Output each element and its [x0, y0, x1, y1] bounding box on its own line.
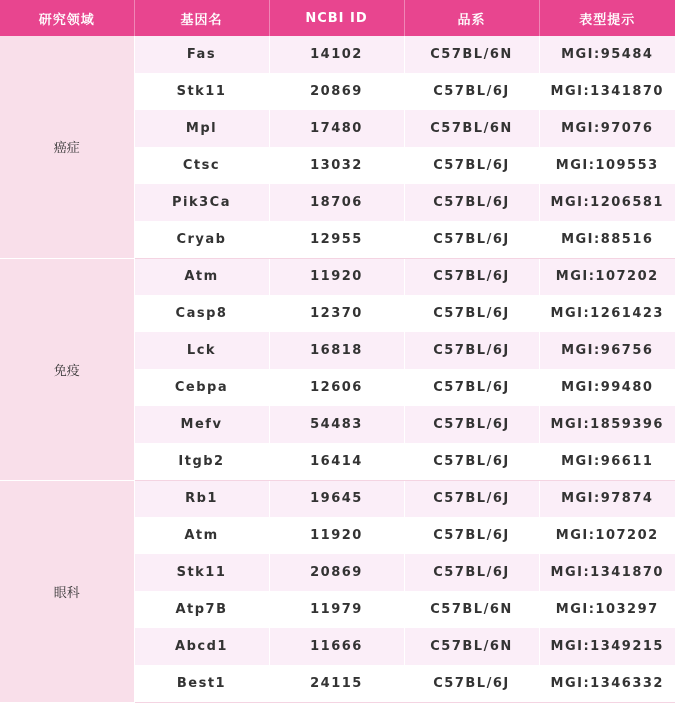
gene-name-cell: Mefv [134, 406, 269, 443]
ncbi-id-cell: 11920 [269, 517, 404, 554]
strain-cell: C57BL/6J [404, 443, 539, 480]
phenotype-mgi-cell: MGI:96756 [539, 332, 675, 369]
strain-cell: C57BL/6J [404, 480, 539, 517]
research-area-cell: 免疫 [0, 258, 134, 480]
strain-cell: C57BL/6N [404, 36, 539, 73]
gene-name-cell: Fas [134, 36, 269, 73]
strain-cell: C57BL/6J [404, 295, 539, 332]
strain-cell: C57BL/6J [404, 73, 539, 110]
table-row [0, 480, 675, 517]
phenotype-mgi-cell: MGI:97874 [539, 480, 675, 517]
phenotype-mgi-cell: MGI:1261423 [539, 295, 675, 332]
phenotype-mgi-cell: MGI:95484 [539, 36, 675, 73]
gene-name-cell: Pik3Ca [134, 184, 269, 221]
ncbi-id-cell: 13032 [269, 147, 404, 184]
phenotype-mgi-cell: MGI:97076 [539, 110, 675, 147]
table-body [0, 36, 675, 702]
table-row [0, 36, 675, 73]
gene-name-cell: Stk11 [134, 554, 269, 591]
strain-cell: C57BL/6J [404, 517, 539, 554]
table-header [0, 0, 675, 36]
phenotype-mgi-cell: MGI:96611 [539, 443, 675, 480]
gene-name-cell: Casp8 [134, 295, 269, 332]
header-row [0, 0, 675, 36]
ncbi-id-cell: 12370 [269, 295, 404, 332]
research-area-cell: 癌症 [0, 36, 134, 258]
phenotype-mgi-cell: MGI:1206581 [539, 184, 675, 221]
gene-name-cell: Rb1 [134, 480, 269, 517]
ncbi-id-cell: 24115 [269, 665, 404, 702]
gene-name-cell: Atp7B [134, 591, 269, 628]
phenotype-mgi-cell: MGI:1341870 [539, 554, 675, 591]
strain-cell: C57BL/6J [404, 406, 539, 443]
ncbi-id-cell: 20869 [269, 73, 404, 110]
header-ncbi-id: NCBI ID [269, 0, 404, 36]
strain-cell: C57BL/6N [404, 110, 539, 147]
strain-cell: C57BL/6J [404, 258, 539, 295]
ncbi-id-cell: 12955 [269, 221, 404, 258]
ncbi-id-cell: 16414 [269, 443, 404, 480]
table-row [0, 258, 675, 295]
strain-cell: C57BL/6N [404, 591, 539, 628]
ncbi-id-cell: 11666 [269, 628, 404, 665]
phenotype-mgi-cell: MGI:1349215 [539, 628, 675, 665]
phenotype-mgi-cell: MGI:107202 [539, 258, 675, 295]
strain-cell: C57BL/6J [404, 332, 539, 369]
ncbi-id-cell: 54483 [269, 406, 404, 443]
phenotype-mgi-cell: MGI:109553 [539, 147, 675, 184]
gene-name-cell: Abcd1 [134, 628, 269, 665]
ncbi-id-cell: 18706 [269, 184, 404, 221]
phenotype-mgi-cell: MGI:1346332 [539, 665, 675, 702]
strain-cell: C57BL/6N [404, 628, 539, 665]
ncbi-id-cell: 17480 [269, 110, 404, 147]
gene-name-cell: Atm [134, 517, 269, 554]
research-area-cell: 眼科 [0, 480, 134, 702]
gene-name-cell: Lck [134, 332, 269, 369]
gene-name-cell: Atm [134, 258, 269, 295]
gene-name-cell: Best1 [134, 665, 269, 702]
ncbi-id-cell: 14102 [269, 36, 404, 73]
ncbi-id-cell: 12606 [269, 369, 404, 406]
phenotype-mgi-cell: MGI:1341870 [539, 73, 675, 110]
phenotype-mgi-cell: MGI:103297 [539, 591, 675, 628]
phenotype-mgi-cell: MGI:99480 [539, 369, 675, 406]
phenotype-mgi-cell: MGI:107202 [539, 517, 675, 554]
ncbi-id-cell: 20869 [269, 554, 404, 591]
strain-cell: C57BL/6J [404, 184, 539, 221]
strain-cell: C57BL/6J [404, 369, 539, 406]
phenotype-mgi-cell: MGI:1859396 [539, 406, 675, 443]
ncbi-id-cell: 11979 [269, 591, 404, 628]
strain-cell: C57BL/6J [404, 554, 539, 591]
ncbi-id-cell: 19645 [269, 480, 404, 517]
strain-cell: C57BL/6J [404, 221, 539, 258]
gene-name-cell: Stk11 [134, 73, 269, 110]
ncbi-id-cell: 11920 [269, 258, 404, 295]
header-strain: 品系 [404, 0, 539, 36]
strain-cell: C57BL/6J [404, 147, 539, 184]
ncbi-id-cell: 16818 [269, 332, 404, 369]
header-gene-name: 基因名 [134, 0, 269, 36]
gene-name-cell: Cryab [134, 221, 269, 258]
strain-cell: C57BL/6J [404, 665, 539, 702]
header-research-area: 研究领域 [0, 0, 134, 36]
gene-name-cell: Mpl [134, 110, 269, 147]
header-phenotype-hint: 表型提示 [539, 0, 675, 36]
gene-name-cell: Itgb2 [134, 443, 269, 480]
phenotype-mgi-cell: MGI:88516 [539, 221, 675, 258]
gene-name-cell: Cebpa [134, 369, 269, 406]
gene-name-cell: Ctsc [134, 147, 269, 184]
